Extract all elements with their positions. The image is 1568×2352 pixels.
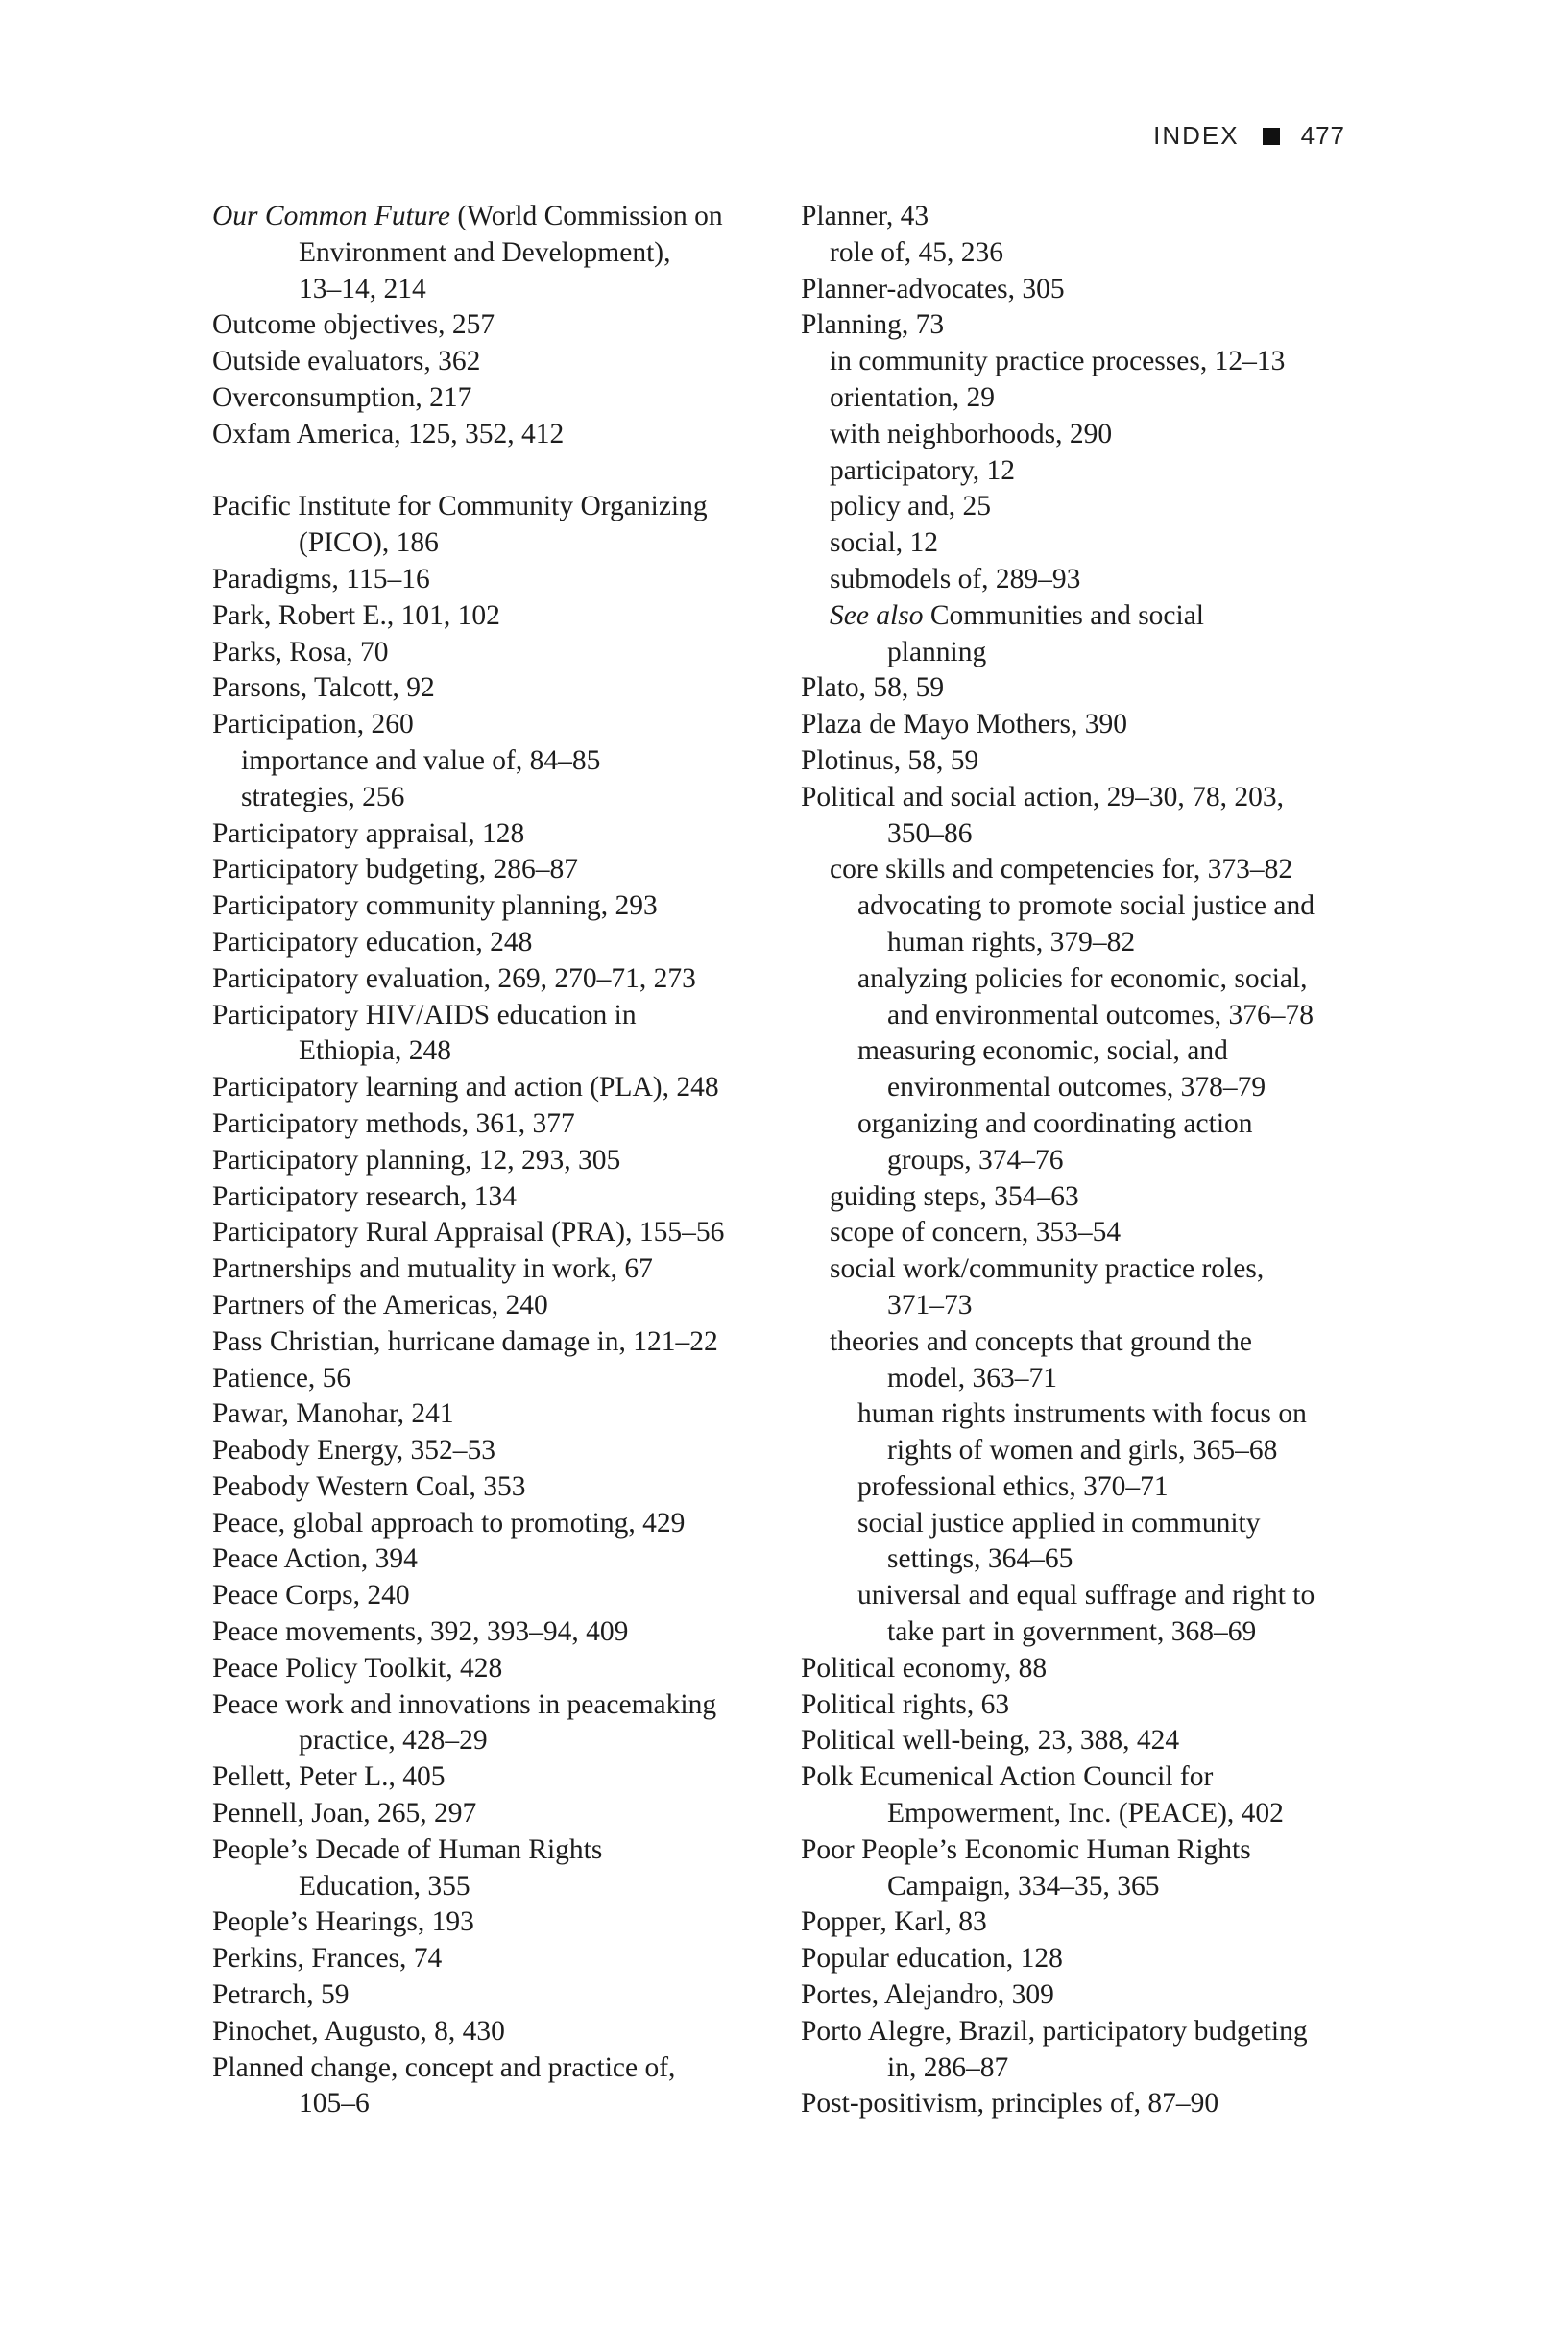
index-entry-text: practice, 428–29 — [299, 1725, 488, 1757]
index-entry — [212, 1070, 788, 1106]
index-entry-text: social, 12 — [830, 527, 939, 559]
index-entry-text: Participatory research, 134 — [212, 1180, 517, 1212]
index-entry-continuation — [801, 1361, 1377, 1397]
index-subentry — [801, 1033, 1377, 1070]
index-entry-text: theories and concepts that ground the — [830, 1325, 1252, 1357]
index-entry — [801, 307, 1377, 344]
index-entry — [212, 380, 788, 417]
index-subentry — [801, 1396, 1377, 1433]
index-column-right — [801, 199, 1377, 2122]
index-entry-continuation — [212, 1723, 788, 1759]
index-entry-text: 350–86 — [887, 817, 973, 849]
index-entry — [801, 1832, 1377, 1869]
index-entry-text: settings, 364–65 — [887, 1543, 1073, 1575]
index-entry-text: Planning, 73 — [801, 309, 945, 341]
index-entry — [212, 852, 788, 888]
index-entry — [212, 598, 788, 635]
index-entry-text: in community practice processes, 12–13 — [830, 346, 1286, 377]
index-entry-text: Planner-advocates, 305 — [801, 273, 1065, 304]
index-entry-text: Park, Robert E., 101, 102 — [212, 599, 500, 631]
index-entry-text: Outcome objectives, 257 — [212, 309, 495, 341]
index-entry — [212, 1288, 788, 1324]
index-entry-text: Campaign, 334–35, 365 — [887, 1870, 1160, 1902]
index-entry-text: Peace Policy Toolkit, 428 — [212, 1652, 503, 1684]
index-entry-text: People’s Decade of Human Rights — [212, 1833, 603, 1865]
index-entry-text: Partners of the Americas, 240 — [212, 1289, 548, 1321]
index-entry — [212, 1904, 788, 1941]
index-subentry — [212, 780, 788, 816]
index-entry-text: Pass Christian, hurricane damage in, 121–22 — [212, 1325, 718, 1357]
index-entry-text: Pawar, Manohar, 241 — [212, 1398, 454, 1430]
index-entry-text: Plato, 58, 59 — [801, 672, 945, 704]
index-entry — [212, 1106, 788, 1143]
index-entry — [212, 1578, 788, 1614]
index-entry — [801, 1904, 1377, 1941]
index-entry-text: (World Commission on — [450, 201, 723, 231]
index-entry — [212, 1215, 788, 1251]
index-entry — [212, 1614, 788, 1651]
index-entry-text: Paradigms, 115–16 — [212, 563, 430, 594]
index-entry-continuation — [801, 635, 1377, 671]
index-entry — [212, 670, 788, 707]
index-entry — [212, 1433, 788, 1469]
index-entry-continuation — [801, 1541, 1377, 1578]
index-entry-text: 105–6 — [299, 2088, 370, 2120]
index-subentry — [801, 1215, 1377, 1251]
index-entry-text: Polk Ecumenical Action Council for — [801, 1761, 1214, 1793]
index-entry — [212, 1396, 788, 1433]
index-subentry — [801, 235, 1377, 272]
index-entry-text: rights of women and girls, 365–68 — [887, 1435, 1278, 1467]
index-subentry — [801, 961, 1377, 998]
index-entry-continuation — [801, 1070, 1377, 1106]
square-bullet-icon — [1263, 128, 1280, 145]
index-entry — [212, 1506, 788, 1542]
index-entry — [212, 489, 788, 525]
index-entry-text: strategies, 256 — [241, 781, 405, 812]
index-entry — [801, 2086, 1377, 2122]
index-entry-text: Participatory Rural Appraisal (PRA), 155–56 — [212, 1217, 725, 1249]
index-entry — [212, 344, 788, 380]
index-entry-text: human rights instruments with focus on — [857, 1398, 1307, 1430]
index-entry-italic: See also — [830, 599, 924, 631]
index-entry-text: participatory, 12 — [830, 454, 1016, 486]
index-entry — [212, 1941, 788, 1977]
index-entry-text: Popper, Karl, 83 — [801, 1906, 987, 1938]
index-entry-continuation — [801, 1143, 1377, 1179]
index-entry-text: scope of concern, 353–54 — [830, 1217, 1122, 1249]
index-entry — [212, 961, 788, 998]
index-entry — [801, 670, 1377, 707]
index-entry-text: guiding steps, 354–63 — [830, 1180, 1079, 1212]
index-entry-text: 13–14, 214 — [299, 273, 426, 304]
index-entry — [801, 1687, 1377, 1724]
index-entry — [212, 1179, 788, 1216]
index-subentry — [801, 344, 1377, 380]
index-entry-text: (PICO), 186 — [299, 527, 439, 559]
index-entry-continuation — [212, 1033, 788, 1070]
index-entry-text: orientation, 29 — [830, 381, 996, 413]
index-entry — [212, 1977, 788, 2014]
index-entry-text: Political rights, 63 — [801, 1688, 1010, 1720]
index-entry-text: planning — [887, 636, 987, 667]
index-entry-text: advocating to promote social justice and — [857, 890, 1315, 922]
index-entry-continuation — [212, 235, 788, 272]
index-entry-continuation — [212, 1869, 788, 1905]
index-entry-text: social work/community practice roles, — [830, 1253, 1265, 1285]
index-entry-text: Participatory appraisal, 128 — [212, 817, 525, 849]
index-entry — [212, 1324, 788, 1361]
index-entry-text: Empowerment, Inc. (PEACE), 402 — [887, 1798, 1284, 1830]
index-entry-text: Participatory budgeting, 286–87 — [212, 854, 578, 885]
index-entry — [212, 307, 788, 344]
index-entry-text: measuring economic, social, and — [857, 1035, 1228, 1067]
index-entry-text: Political and social action, 29–30, 78, 203, — [801, 781, 1285, 812]
index-entry-text: importance and value of, 84–85 — [241, 744, 601, 776]
index-entry-text: analyzing policies for economic, social, — [857, 962, 1308, 994]
index-entry-text: Petrarch, 59 — [212, 1979, 350, 2011]
index-entry-continuation — [801, 2050, 1377, 2087]
index-entry — [801, 707, 1377, 743]
index-entry-text: environmental outcomes, 378–79 — [887, 1072, 1266, 1103]
index-subentry — [801, 380, 1377, 417]
index-entry-text: Participatory community planning, 293 — [212, 890, 658, 922]
index-entry-text: social justice applied in community — [857, 1507, 1261, 1539]
index-entry-text: Education, 355 — [299, 1870, 470, 1902]
index-entry-text: Peabody Western Coal, 353 — [212, 1470, 526, 1502]
index-entry — [212, 707, 788, 743]
index-entry — [212, 1469, 788, 1506]
index-entry-text: Pacific Institute for Community Organizing — [212, 491, 708, 522]
index-entry-text: Planned change, concept and practice of, — [212, 2051, 676, 2083]
index-entry-continuation — [212, 272, 788, 308]
index-entry-text: Participatory learning and action (PLA), 248 — [212, 1072, 719, 1103]
index-subentry — [801, 562, 1377, 598]
index-entry-text: Peace work and innovations in peacemaking — [212, 1688, 717, 1720]
index-entry — [212, 1759, 788, 1796]
index-entry — [212, 417, 788, 453]
index-entry-text: Outside evaluators, 362 — [212, 346, 481, 377]
index-subentry — [801, 489, 1377, 525]
index-entry-text: Overconsumption, 217 — [212, 381, 472, 413]
index-subentry — [801, 852, 1377, 888]
index-entry-text: Pennell, Joan, 265, 297 — [212, 1798, 477, 1830]
index-entry — [212, 1361, 788, 1397]
index-entry-continuation — [801, 1288, 1377, 1324]
index-subentry — [801, 1578, 1377, 1614]
index-entry — [801, 1977, 1377, 2014]
index-entry — [801, 2014, 1377, 2050]
index-entry — [801, 199, 1377, 235]
index-entry-text: role of, 45, 236 — [830, 236, 1004, 268]
index-entry-text: Peabody Energy, 352–53 — [212, 1435, 495, 1467]
index-entry-text: Pellett, Peter L., 405 — [212, 1761, 446, 1793]
index-entry — [212, 635, 788, 671]
index-entry-text: Peace, global approach to promoting, 429 — [212, 1507, 686, 1539]
index-entry-text: Political economy, 88 — [801, 1652, 1048, 1684]
index-entry — [801, 1941, 1377, 1977]
index-subentry — [801, 453, 1377, 490]
index-subentry — [212, 743, 788, 780]
index-entry-text: People’s Hearings, 193 — [212, 1906, 474, 1938]
index-entry-continuation — [212, 2086, 788, 2122]
index-entry-text: Portes, Alejandro, 309 — [801, 1979, 1054, 2011]
index-entry-text: Porto Alegre, Brazil, participatory budgeting — [801, 2015, 1308, 2047]
index-entry-continuation — [801, 816, 1377, 853]
index-entry-text: Peace Action, 394 — [212, 1543, 418, 1575]
index-entry-text: Pinochet, Augusto, 8, 430 — [212, 2015, 505, 2047]
index-subentry — [801, 1106, 1377, 1143]
index-entry-continuation — [212, 525, 788, 562]
index-entry — [212, 1541, 788, 1578]
index-entry-text: Participatory evaluation, 269, 270–71, 273 — [212, 962, 696, 994]
index-entry-text: Plaza de Mayo Mothers, 390 — [801, 709, 1127, 740]
index-entry — [801, 1723, 1377, 1759]
index-column-left — [212, 199, 788, 2122]
index-subentry — [801, 417, 1377, 453]
index-subentry — [801, 888, 1377, 925]
index-entry-text: submodels of, 289–93 — [830, 563, 1081, 594]
index-subentry — [801, 598, 1377, 635]
index-subentry — [801, 1324, 1377, 1361]
index-subentry — [801, 525, 1377, 562]
index-entry-text: groups, 374–76 — [887, 1144, 1064, 1176]
index-entry-text: Patience, 56 — [212, 1362, 351, 1394]
index-entry-text: Participation, 260 — [212, 709, 414, 740]
index-entry-text: professional ethics, 370–71 — [857, 1470, 1169, 1502]
index-entry-text: Communities and social — [923, 599, 1205, 631]
index-entry-text: Political well-being, 23, 388, 424 — [801, 1725, 1180, 1757]
index-entry-text: with neighborhoods, 290 — [830, 418, 1113, 449]
letter-group-gap — [212, 453, 788, 490]
index-entry — [212, 925, 788, 961]
index-entry-text: Partnerships and mutuality in work, 67 — [212, 1253, 653, 1285]
index-entry — [801, 780, 1377, 816]
index-entry — [212, 199, 788, 235]
index-entry-text: take part in government, 368–69 — [887, 1616, 1257, 1648]
index-entry-text: in, 286–87 — [887, 2051, 1009, 2083]
index-entry-text: Environment and Development), — [299, 236, 671, 268]
index-subentry — [801, 1251, 1377, 1288]
index-entry-text: Popular education, 128 — [801, 1943, 1063, 1975]
index-entry — [212, 2014, 788, 2050]
header-section: INDEX — [1153, 121, 1240, 150]
running-header — [1153, 121, 1345, 151]
index-entry-continuation — [801, 1614, 1377, 1651]
index-entry-text: Perkins, Frances, 74 — [212, 1943, 443, 1975]
index-entry — [212, 1251, 788, 1288]
index-entry-text: Poor People’s Economic Human Rights — [801, 1833, 1251, 1865]
index-entry-text: organizing and coordinating action — [857, 1107, 1253, 1139]
index-entry-text: human rights, 379–82 — [887, 926, 1136, 958]
index-entry — [212, 998, 788, 1034]
index-subentry — [801, 1506, 1377, 1542]
page-number: 477 — [1300, 121, 1345, 150]
index-entry-text: Participatory methods, 361, 377 — [212, 1107, 575, 1139]
index-entry — [212, 1832, 788, 1869]
index-entry-text: Parks, Rosa, 70 — [212, 636, 389, 667]
index-subentry — [801, 1179, 1377, 1216]
index-entry — [212, 888, 788, 925]
index-entry — [801, 1651, 1377, 1687]
index-entry — [801, 272, 1377, 308]
index-entry-text: model, 363–71 — [887, 1362, 1057, 1394]
index-entry — [212, 1143, 788, 1179]
index-entry-text: Participatory HIV/AIDS education in — [212, 999, 637, 1031]
index-entry — [212, 1651, 788, 1687]
index-entry-text: and environmental outcomes, 376–78 — [887, 999, 1315, 1031]
index-entry-text: Plotinus, 58, 59 — [801, 744, 979, 776]
index-entry-continuation — [801, 998, 1377, 1034]
index-entry-text: universal and equal suffrage and right to — [857, 1580, 1315, 1612]
index-entry — [212, 562, 788, 598]
index-entry-text: Parsons, Talcott, 92 — [212, 672, 435, 704]
index-entry-text: Oxfam America, 125, 352, 412 — [212, 418, 565, 449]
index-entry-text: core skills and competencies for, 373–82 — [830, 854, 1293, 885]
index-entry — [212, 1796, 788, 1832]
index-entry-continuation — [801, 925, 1377, 961]
index-entry — [801, 1759, 1377, 1796]
index-entry-text: Participatory planning, 12, 293, 305 — [212, 1144, 621, 1176]
index-entry-text: Post-positivism, principles of, 87–90 — [801, 2088, 1219, 2120]
index-entry-text: Participatory education, 248 — [212, 926, 533, 958]
index-entry-continuation — [801, 1869, 1377, 1905]
index-entry-text: Ethiopia, 248 — [299, 1035, 451, 1067]
index-entry-text: policy and, 25 — [830, 491, 991, 522]
index-entry-text: Peace Corps, 240 — [212, 1580, 410, 1612]
index-entry — [801, 743, 1377, 780]
index-entry-text: Planner, 43 — [801, 201, 929, 231]
index-subentry — [801, 1469, 1377, 1506]
index-entry-continuation — [801, 1433, 1377, 1469]
index-entry — [212, 816, 788, 853]
index-entry-text: Peace movements, 392, 393–94, 409 — [212, 1616, 629, 1648]
index-entry — [212, 1687, 788, 1724]
index-entry-italic: Our Common Future — [212, 201, 451, 231]
index-entry-continuation — [801, 1796, 1377, 1832]
index-entry — [212, 2050, 788, 2087]
index-entry-text: 371–73 — [887, 1289, 973, 1321]
